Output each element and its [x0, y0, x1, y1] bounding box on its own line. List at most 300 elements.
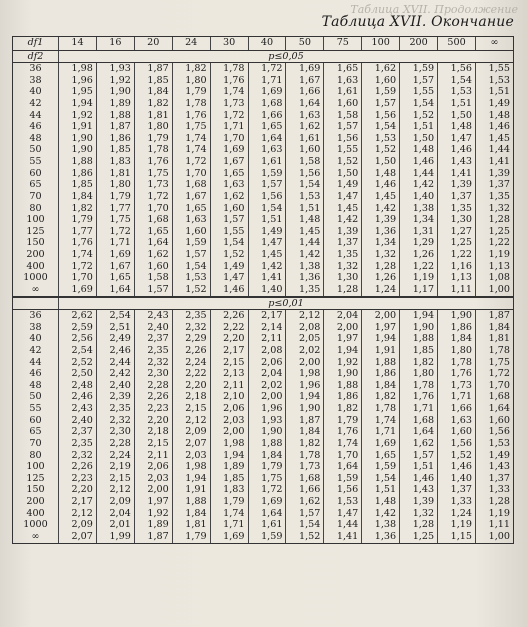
table-row — [13, 168, 514, 180]
f-value-cell: 1,19 — [475, 249, 513, 261]
f-value-cell: 1,56 — [324, 484, 362, 496]
f-value-cell: 1,96 — [286, 380, 324, 392]
f-value-cell: 1,53 — [172, 272, 210, 284]
table-row — [13, 403, 514, 415]
f-value-cell: 2,08 — [286, 322, 324, 334]
column-header: 500 — [438, 37, 476, 51]
f-value-cell: 1,86 — [59, 168, 97, 180]
f-value-cell: 1,82 — [286, 438, 324, 450]
f-value-cell: 2,04 — [324, 310, 362, 322]
f-value-cell: 2,15 — [96, 473, 134, 485]
f-value-cell: 2,03 — [210, 415, 248, 427]
f-value-cell: 1,74 — [210, 508, 248, 520]
f-value-cell: 1,71 — [248, 75, 286, 87]
bleed-through-text: Таблица XVII. Продолжение — [350, 3, 518, 16]
f-value-cell: 1,22 — [438, 249, 476, 261]
table-row — [13, 144, 514, 156]
f-value-cell: 1,49 — [475, 450, 513, 462]
f-value-cell: 1,38 — [362, 519, 400, 531]
f-value-cell: 1,72 — [134, 191, 172, 203]
f-value-cell: 1,65 — [324, 63, 362, 75]
table-row — [13, 191, 514, 203]
f-value-cell: 1,85 — [134, 75, 172, 87]
f-value-cell: 1,56 — [438, 438, 476, 450]
section-header-row — [13, 297, 514, 310]
df2-value: 44 — [13, 357, 59, 369]
f-value-cell: 1,74 — [172, 144, 210, 156]
f-value-cell: 1,73 — [134, 179, 172, 191]
f-value-cell: 2,32 — [172, 322, 210, 334]
f-value-cell: 1,56 — [248, 191, 286, 203]
f-value-cell: 2,20 — [210, 333, 248, 345]
f-value-cell: 1,96 — [248, 403, 286, 415]
f-value-cell: 1,54 — [438, 75, 476, 87]
f-value-cell: 2,17 — [248, 310, 286, 322]
f-value-cell: 1,43 — [475, 461, 513, 473]
f-value-cell: 1,39 — [475, 168, 513, 180]
f-value-cell: 1,68 — [248, 98, 286, 110]
f-value-cell: 1,71 — [210, 519, 248, 531]
f-value-cell: 1,79 — [96, 191, 134, 203]
f-value-cell: 1,72 — [248, 484, 286, 496]
f-value-cell: 1,62 — [362, 63, 400, 75]
table-row — [13, 368, 514, 380]
table-row — [13, 226, 514, 238]
f-value-cell: 1,55 — [400, 86, 438, 98]
f-value-cell: 1,37 — [438, 191, 476, 203]
f-value-cell: 1,46 — [362, 179, 400, 191]
f-value-cell: 1,87 — [134, 63, 172, 75]
f-value-cell: 1,49 — [210, 261, 248, 273]
f-value-cell: 2,50 — [59, 368, 97, 380]
f-value-cell: 1,59 — [248, 168, 286, 180]
column-header: ∞ — [475, 37, 513, 51]
f-value-cell: 1,65 — [172, 203, 210, 215]
f-value-cell: 1,80 — [96, 179, 134, 191]
f-value-cell: 1,48 — [362, 496, 400, 508]
f-value-cell: 1,72 — [172, 156, 210, 168]
table-row — [13, 214, 514, 226]
f-value-cell: 1,50 — [362, 156, 400, 168]
f-value-cell: 1,11 — [438, 284, 476, 297]
f-value-cell: 1,49 — [324, 179, 362, 191]
f-value-cell: 1,90 — [59, 144, 97, 156]
table-row — [13, 415, 514, 427]
f-value-cell: 2,23 — [134, 403, 172, 415]
f-value-cell: 1,85 — [96, 144, 134, 156]
f-value-cell: 1,66 — [286, 484, 324, 496]
table-title: Таблица XVII. Окончание — [321, 14, 514, 30]
f-value-cell: 1,84 — [286, 426, 324, 438]
f-value-cell: 2,24 — [172, 357, 210, 369]
section-blank — [13, 297, 59, 310]
f-value-cell: 1,41 — [475, 156, 513, 168]
f-value-cell: 1,45 — [475, 133, 513, 145]
f-value-cell: 1,70 — [210, 133, 248, 145]
f-value-cell: 1,15 — [438, 531, 476, 543]
column-header: 75 — [324, 37, 362, 51]
f-value-cell: 1,60 — [438, 426, 476, 438]
f-value-cell: 1,85 — [400, 345, 438, 357]
f-value-cell: 1,80 — [438, 345, 476, 357]
column-header: 200 — [400, 37, 438, 51]
f-value-cell: 1,41 — [438, 168, 476, 180]
f-value-cell: 1,58 — [324, 110, 362, 122]
df2-value: 150 — [13, 484, 59, 496]
f-value-cell: 1,74 — [362, 415, 400, 427]
f-value-cell: 1,24 — [438, 508, 476, 520]
f-value-cell: 1,54 — [286, 179, 324, 191]
f-value-cell: 1,17 — [400, 284, 438, 297]
f-value-cell: 1,47 — [248, 237, 286, 249]
f-value-cell: 1,35 — [324, 249, 362, 261]
df2-value: ∞ — [13, 284, 59, 297]
f-value-cell: 1,91 — [362, 345, 400, 357]
df2-value: 100 — [13, 461, 59, 473]
f-value-cell: 1,25 — [438, 237, 476, 249]
f-value-cell: 1,53 — [324, 496, 362, 508]
f-value-cell: 1,59 — [400, 63, 438, 75]
f-value-cell: 2,26 — [172, 345, 210, 357]
f-value-cell: 1,53 — [286, 191, 324, 203]
header-row — [13, 37, 514, 51]
f-value-cell: 1,70 — [172, 168, 210, 180]
f-value-cell: 1,52 — [400, 110, 438, 122]
f-value-cell: 1,72 — [210, 110, 248, 122]
f-value-cell: 1,63 — [248, 144, 286, 156]
f-value-cell: 1,81 — [96, 168, 134, 180]
f-value-cell: 1,28 — [400, 519, 438, 531]
f-value-cell: 1,80 — [400, 368, 438, 380]
f-value-cell: 1,94 — [400, 310, 438, 322]
table-row — [13, 473, 514, 485]
f-value-cell: 1,94 — [286, 391, 324, 403]
f-value-cell: 1,56 — [362, 110, 400, 122]
f-value-cell: 1,45 — [362, 191, 400, 203]
f-value-cell: 1,85 — [59, 179, 97, 191]
table-row — [13, 380, 514, 392]
f-value-cell: 1,76 — [400, 391, 438, 403]
f-value-cell: 1,19 — [438, 519, 476, 531]
f-value-cell: 1,53 — [475, 75, 513, 87]
f-value-cell: 1,13 — [438, 272, 476, 284]
f-value-cell: 1,71 — [438, 391, 476, 403]
f-value-cell: 1,71 — [96, 237, 134, 249]
f-value-cell: 1,81 — [134, 110, 172, 122]
f-value-cell: 1,86 — [324, 391, 362, 403]
f-value-cell: 1,65 — [362, 450, 400, 462]
f-value-cell: 1,74 — [172, 133, 210, 145]
f-value-cell: 1,39 — [438, 179, 476, 191]
f-value-cell: 1,52 — [286, 531, 324, 543]
f-value-cell: 1,58 — [286, 156, 324, 168]
f-value-cell: 1,25 — [475, 226, 513, 238]
f-value-cell: 1,79 — [134, 133, 172, 145]
f-value-cell: 1,11 — [475, 519, 513, 531]
f-value-cell: 1,70 — [324, 450, 362, 462]
f-value-cell: 1,73 — [210, 98, 248, 110]
df2-value: 400 — [13, 508, 59, 520]
df2-value: 46 — [13, 121, 59, 133]
f-value-cell: 1,34 — [400, 214, 438, 226]
f-value-cell: 1,44 — [475, 144, 513, 156]
f-value-cell: 1,25 — [400, 531, 438, 543]
f-value-cell: 2,00 — [362, 310, 400, 322]
f-value-cell: 1,67 — [286, 75, 324, 87]
f-value-cell: 1,37 — [438, 484, 476, 496]
df2-value: 150 — [13, 237, 59, 249]
f-value-cell: 1,48 — [438, 121, 476, 133]
f-value-cell: 1,67 — [210, 156, 248, 168]
f-value-cell: 1,59 — [172, 237, 210, 249]
f-value-cell: 2,18 — [134, 426, 172, 438]
f-value-cell: 1,67 — [96, 261, 134, 273]
f-value-cell: 1,72 — [248, 63, 286, 75]
column-header: 30 — [210, 37, 248, 51]
column-header: 50 — [286, 37, 324, 51]
f-value-cell: 1,97 — [324, 333, 362, 345]
f-value-cell: 1,26 — [362, 272, 400, 284]
f-value-cell: 1,75 — [248, 473, 286, 485]
f-value-cell: 1,88 — [362, 357, 400, 369]
f-value-cell: 1,57 — [134, 284, 172, 297]
table-row — [13, 179, 514, 191]
f-value-cell: 2,00 — [286, 357, 324, 369]
table-row — [13, 519, 514, 531]
f-value-cell: 1,59 — [324, 473, 362, 485]
f-value-cell: 1,71 — [400, 403, 438, 415]
table-row — [13, 249, 514, 261]
f-value-cell: 1,87 — [134, 531, 172, 543]
column-header: 14 — [59, 37, 97, 51]
f-value-cell: 1,64 — [400, 426, 438, 438]
f-value-cell: 1,82 — [400, 357, 438, 369]
f-value-cell: 1,42 — [362, 203, 400, 215]
f-value-cell: 2,62 — [59, 310, 97, 322]
f-value-cell: 1,60 — [134, 261, 172, 273]
f-value-cell: 2,10 — [210, 391, 248, 403]
table-row — [13, 310, 514, 322]
f-value-cell: 1,68 — [172, 179, 210, 191]
f-value-cell: 1,88 — [248, 438, 286, 450]
df2-value: 38 — [13, 75, 59, 87]
df2-value: 60 — [13, 168, 59, 180]
f-value-cell: 1,33 — [438, 496, 476, 508]
column-header: 20 — [134, 37, 172, 51]
f-value-cell: 1,28 — [324, 284, 362, 297]
f-value-cell: 1,90 — [96, 86, 134, 98]
f-value-cell: 1,91 — [59, 121, 97, 133]
f-value-cell: 2,19 — [96, 461, 134, 473]
f-value-cell: 2,32 — [96, 415, 134, 427]
f-value-cell: 2,35 — [172, 310, 210, 322]
f-value-cell: 1,66 — [438, 403, 476, 415]
f-value-cell: 1,64 — [248, 508, 286, 520]
section-label: p≤0,01 — [59, 297, 514, 310]
f-value-cell: 1,61 — [248, 156, 286, 168]
f-value-cell: 1,86 — [438, 322, 476, 334]
f-value-cell: 2,37 — [59, 426, 97, 438]
f-value-cell: 1,28 — [362, 261, 400, 273]
f-value-cell: 1,60 — [475, 415, 513, 427]
f-value-cell: 1,63 — [210, 179, 248, 191]
f-value-cell: 1,47 — [210, 272, 248, 284]
f-value-cell: 1,82 — [324, 403, 362, 415]
table-row — [13, 461, 514, 473]
f-value-cell: 2,43 — [59, 403, 97, 415]
f-value-cell: 1,54 — [362, 473, 400, 485]
f-value-cell: 1,90 — [438, 310, 476, 322]
df2-value: 40 — [13, 333, 59, 345]
f-value-cell: 1,75 — [172, 121, 210, 133]
f-value-cell: 1,56 — [324, 133, 362, 145]
f-value-cell: 2,11 — [248, 333, 286, 345]
f-value-cell: 1,77 — [59, 226, 97, 238]
f-value-cell: 1,92 — [96, 75, 134, 87]
df2-value: 125 — [13, 473, 59, 485]
f-value-cell: 1,52 — [438, 450, 476, 462]
f-value-cell: 1,26 — [400, 249, 438, 261]
f-value-cell: 2,12 — [286, 310, 324, 322]
f-value-cell: 1,82 — [362, 391, 400, 403]
f-value-cell: 1,50 — [400, 133, 438, 145]
f-value-cell: 2,07 — [172, 438, 210, 450]
f-value-cell: 1,29 — [400, 237, 438, 249]
f-value-cell: 1,22 — [475, 237, 513, 249]
f-value-cell: 2,32 — [134, 357, 172, 369]
df2-value: 44 — [13, 110, 59, 122]
f-value-cell: 1,34 — [362, 237, 400, 249]
f-value-cell: 2,08 — [248, 345, 286, 357]
f-value-cell: 2,15 — [134, 438, 172, 450]
f-value-cell: 1,87 — [475, 310, 513, 322]
f-value-cell: 1,60 — [324, 98, 362, 110]
table-row — [13, 98, 514, 110]
f-value-cell: 1,71 — [210, 121, 248, 133]
f-value-cell: 1,43 — [400, 484, 438, 496]
f-value-cell: 1,57 — [324, 121, 362, 133]
f-value-cell: 1,75 — [134, 168, 172, 180]
f-value-cell: 1,63 — [438, 415, 476, 427]
f-value-cell: 1,70 — [59, 272, 97, 284]
f-value-cell: 2,07 — [59, 531, 97, 543]
f-value-cell: 1,47 — [324, 191, 362, 203]
table-row — [13, 450, 514, 462]
f-value-cell: 1,46 — [438, 461, 476, 473]
f-value-cell: 1,49 — [475, 98, 513, 110]
f-value-cell: 1,44 — [286, 237, 324, 249]
f-value-cell: 1,61 — [248, 519, 286, 531]
column-header: 100 — [362, 37, 400, 51]
table-row — [13, 261, 514, 273]
table-row — [13, 284, 514, 297]
f-value-cell: 1,78 — [475, 345, 513, 357]
f-value-cell: 1,78 — [210, 63, 248, 75]
f-value-cell: 1,89 — [96, 98, 134, 110]
table-row — [13, 75, 514, 87]
f-distribution-table — [12, 36, 514, 544]
f-value-cell: 1,50 — [324, 168, 362, 180]
f-value-cell: 1,69 — [96, 249, 134, 261]
f-value-cell: 1,70 — [475, 380, 513, 392]
f-value-cell: 1,97 — [134, 496, 172, 508]
f-value-cell: 1,39 — [362, 214, 400, 226]
table-row — [13, 121, 514, 133]
f-value-cell: 1,93 — [248, 415, 286, 427]
f-value-cell: 2,11 — [210, 380, 248, 392]
f-value-cell: 2,05 — [286, 333, 324, 345]
f-value-cell: 1,52 — [324, 156, 362, 168]
f-value-cell: 1,51 — [362, 484, 400, 496]
f-value-cell: 1,65 — [96, 272, 134, 284]
f-value-cell: 1,68 — [134, 214, 172, 226]
f-value-cell: 1,24 — [362, 284, 400, 297]
f-value-cell: 1,60 — [362, 75, 400, 87]
f-value-cell: 1,76 — [210, 75, 248, 87]
f-value-cell: 1,72 — [475, 368, 513, 380]
f-value-cell: 1,57 — [210, 214, 248, 226]
f-value-cell: 1,38 — [400, 203, 438, 215]
f-value-cell: 1,43 — [438, 156, 476, 168]
f-value-cell: 1,68 — [475, 391, 513, 403]
df2-value: 1000 — [13, 519, 59, 531]
table-row — [13, 110, 514, 122]
table-row — [13, 86, 514, 98]
f-value-cell: 2,00 — [210, 426, 248, 438]
f-value-cell: 2,12 — [59, 508, 97, 520]
f-value-cell: 1,52 — [362, 144, 400, 156]
f-value-cell: 1,64 — [286, 98, 324, 110]
f-value-cell: 1,38 — [286, 261, 324, 273]
f-value-cell: 1,37 — [324, 237, 362, 249]
f-value-cell: 1,76 — [438, 368, 476, 380]
df2-value: 80 — [13, 203, 59, 215]
table-row — [13, 345, 514, 357]
f-value-cell: 1,74 — [324, 438, 362, 450]
table-row — [13, 63, 514, 75]
f-value-cell: 2,35 — [96, 403, 134, 415]
f-value-cell: 1,50 — [438, 110, 476, 122]
f-value-cell: 1,56 — [475, 426, 513, 438]
f-value-cell: 1,58 — [134, 272, 172, 284]
f-value-cell: 1,44 — [324, 519, 362, 531]
f-value-cell: 2,30 — [96, 426, 134, 438]
f-value-cell: 1,87 — [286, 415, 324, 427]
f-value-cell: 1,62 — [286, 121, 324, 133]
f-value-cell: 1,90 — [286, 403, 324, 415]
f-value-cell: 1,70 — [134, 203, 172, 215]
f-value-cell: 1,57 — [400, 450, 438, 462]
f-value-cell: 1,94 — [172, 473, 210, 485]
f-value-cell: 2,09 — [59, 519, 97, 531]
f-value-cell: 1,51 — [286, 203, 324, 215]
f-value-cell: 2,43 — [134, 310, 172, 322]
f-value-cell: 2,00 — [248, 391, 286, 403]
f-value-cell: 1,79 — [59, 214, 97, 226]
f-value-cell: 2,51 — [96, 322, 134, 334]
df1-label: df1 — [13, 37, 59, 51]
f-value-cell: 2,15 — [172, 403, 210, 415]
table-row — [13, 426, 514, 438]
f-value-cell: 1,78 — [172, 98, 210, 110]
f-value-cell: 1,55 — [324, 144, 362, 156]
f-value-cell: 1,46 — [475, 121, 513, 133]
df2-value: 46 — [13, 368, 59, 380]
f-value-cell: 1,72 — [59, 261, 97, 273]
df2-value: 55 — [13, 403, 59, 415]
f-value-cell: 1,79 — [324, 415, 362, 427]
f-value-cell: 2,35 — [134, 345, 172, 357]
